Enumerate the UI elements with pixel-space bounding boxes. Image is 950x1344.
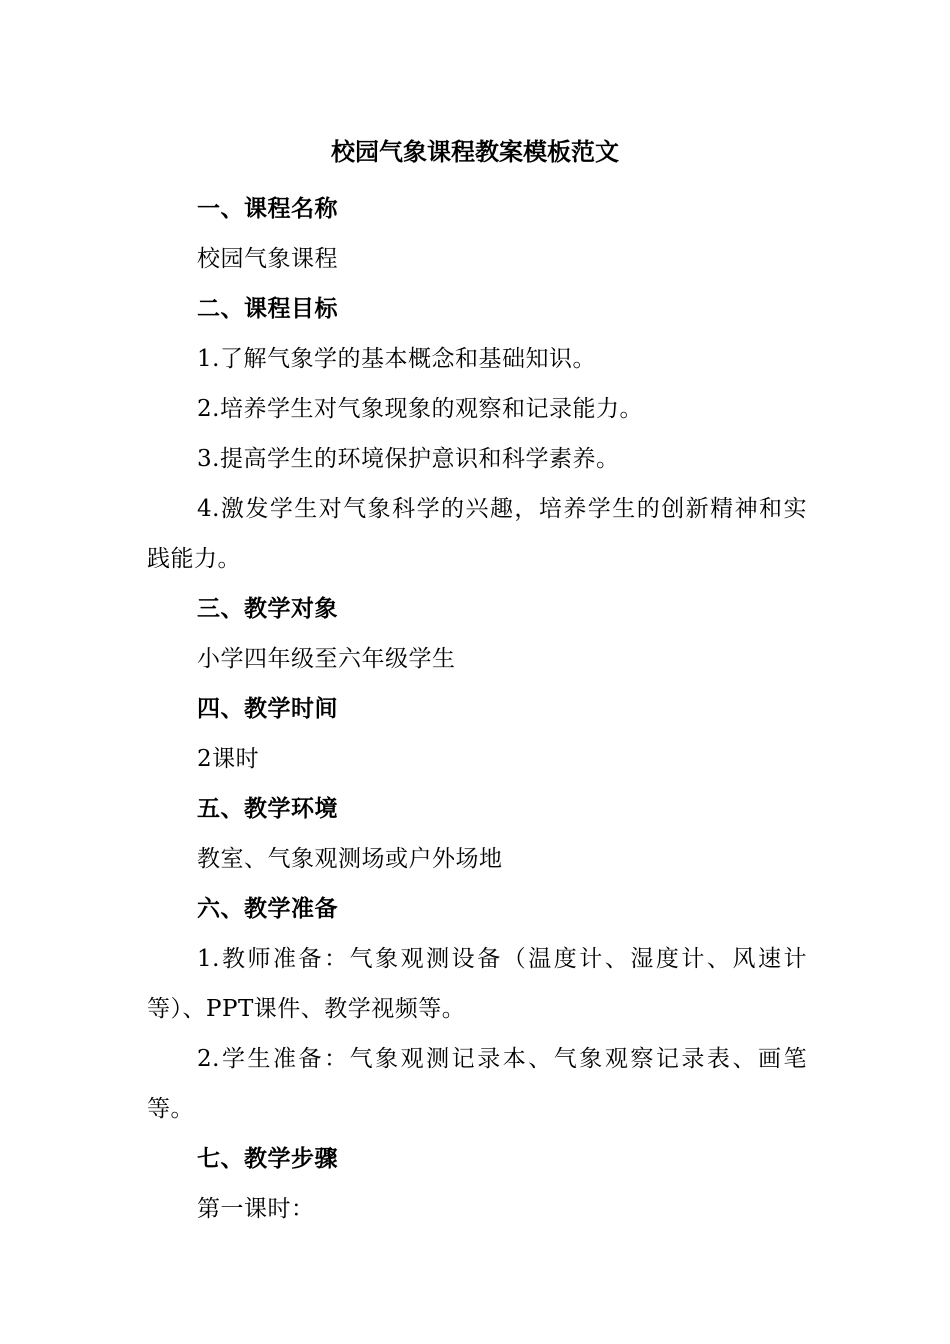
section-heading-steps: 七、教学步骤 <box>197 1145 338 1172</box>
environment-text: 教室、气象观测场或户外场地 <box>197 846 503 872</box>
section-heading-audience: 三、教学对象 <box>197 595 338 622</box>
document-title: 校园气象课程教案模板范文 <box>331 137 619 166</box>
document-body <box>147 184 807 1234</box>
time-text: 2课时 <box>197 746 260 772</box>
section-heading-course-goals: 二、课程目标 <box>197 295 338 322</box>
section-heading-time: 四、教学时间 <box>197 695 338 722</box>
goal-item-4: 4.激发学生对气象科学的兴趣，培养学生的创新精神和实践能力。 <box>147 496 807 572</box>
section-heading-preparation: 六、教学准备 <box>197 895 338 922</box>
preparation-item-2: 2.学生准备：气象观测记录本、气象观察记录表、画笔等。 <box>147 1046 807 1122</box>
preparation-item-1: 1.教师准备：气象观测设备（温度计、湿度计、风速计等）、PPT课件、教学视频等。 <box>147 946 807 1022</box>
goal-item-3: 3.提高学生的环境保护意识和科学素养。 <box>197 446 620 472</box>
steps-first-lesson-text: 第一课时： <box>197 1196 315 1222</box>
goal-item-2: 2.培养学生对气象现象的观察和记录能力。 <box>197 396 643 422</box>
section-heading-course-name: 一、课程名称 <box>197 195 338 222</box>
audience-text: 小学四年级至六年级学生 <box>197 646 456 672</box>
goal-item-1: 1.了解气象学的基本概念和基础知识。 <box>197 346 596 372</box>
section-heading-environment: 五、教学环境 <box>197 795 338 822</box>
course-name-text: 校园气象课程 <box>197 246 338 272</box>
